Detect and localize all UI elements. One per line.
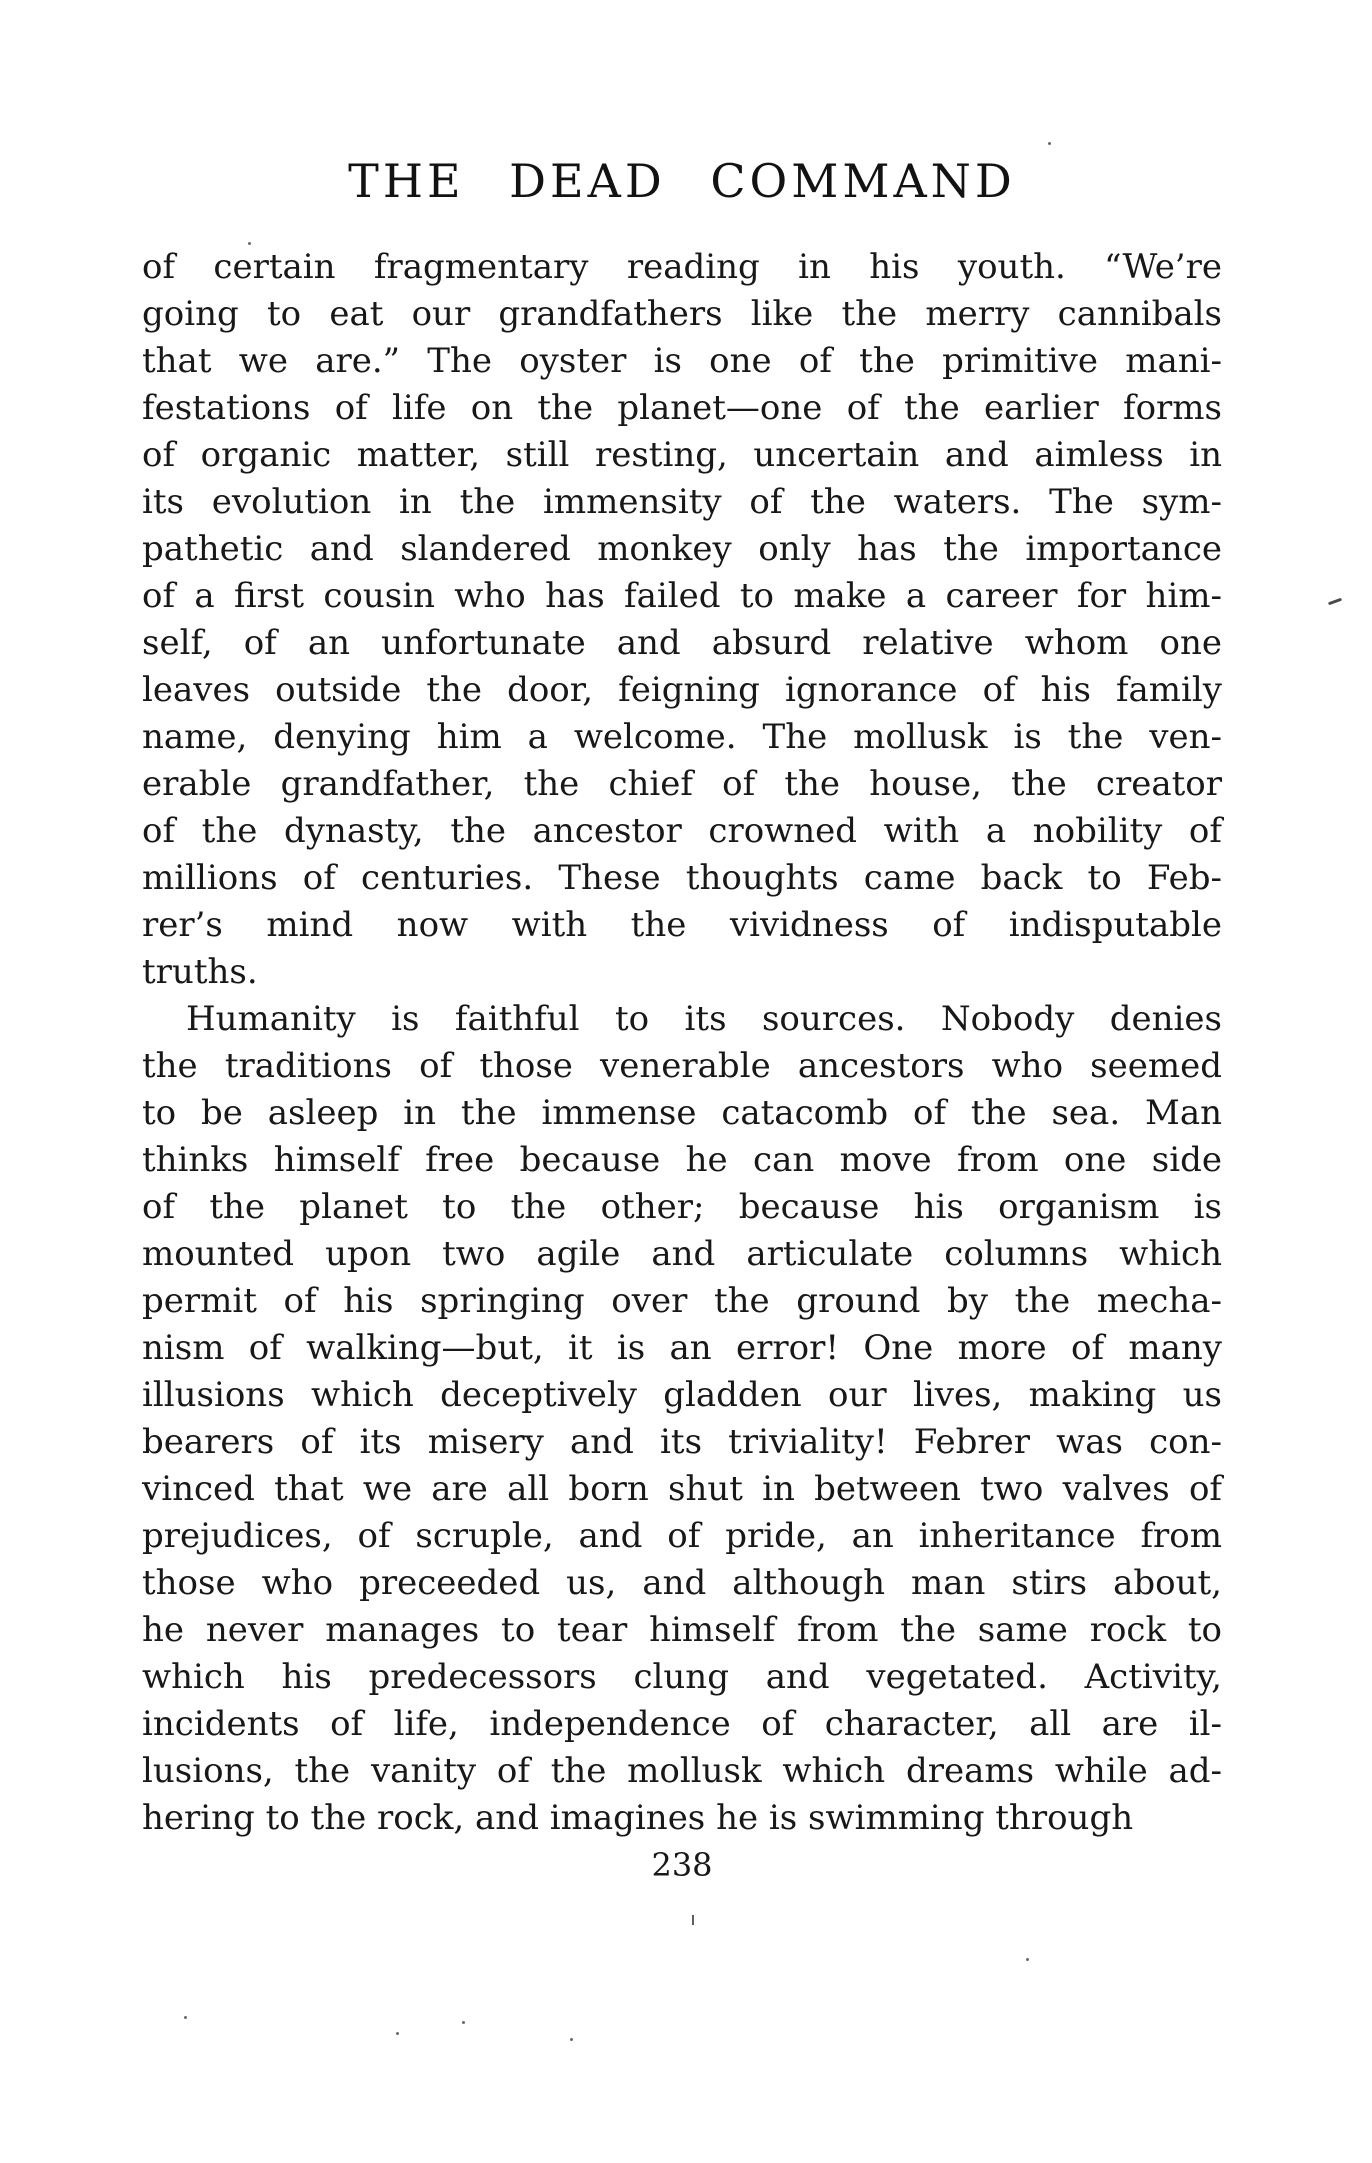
text-line: of the planet to the other; because his organism is	[142, 1187, 1222, 1227]
text-line: its evolution in the immensity of the waters. The sym-	[142, 482, 1222, 522]
scan-speck	[248, 242, 251, 245]
text-line: leaves outside the door, feigning ignorance of his family	[142, 670, 1222, 710]
text-line: name, denying him a welcome. The mollusk is the ven-	[142, 717, 1222, 757]
scan-speck	[396, 2032, 399, 2035]
text-line: of the dynasty, the ancestor crowned with a nobility of	[142, 811, 1222, 851]
text-line: nism of walking—but, it is an error! One more of many	[142, 1328, 1222, 1368]
scan-speck	[1026, 1958, 1029, 1961]
text-line: pathetic and slandered monkey only has the importance	[142, 529, 1222, 569]
text-line: permit of his springing over the ground by the mecha-	[142, 1281, 1222, 1321]
text-line: thinks himself free because he can move from one side	[142, 1140, 1222, 1180]
body-text	[142, 244, 1222, 1842]
scan-speck	[692, 1915, 694, 1925]
text-line: the traditions of those venerable ancestors who seemed	[142, 1046, 1222, 1086]
text-line: of organic matter, still resting, uncertain and aimless in	[142, 435, 1222, 475]
text-line: those who preceeded us, and although man stirs about,	[142, 1563, 1222, 1603]
text-line: of certain fragmentary reading in his youth. “We’re	[142, 247, 1222, 287]
text-line: erable grandfather, the chief of the house, the creator	[142, 764, 1222, 804]
scan-speck	[1328, 598, 1342, 606]
text-line: hering to the rock, and imagines he is swimming through	[142, 1798, 1134, 1838]
text-line: mounted upon two agile and articulate columns which	[142, 1234, 1222, 1274]
scan-speck	[184, 2016, 187, 2019]
text-line: to be asleep in the immense catacomb of the sea. Man	[142, 1093, 1222, 1133]
scan-speck	[462, 2021, 465, 2024]
page-number: 238	[651, 1846, 713, 1884]
page-title: THE DEAD COMMAND	[348, 154, 1016, 208]
text-line: rer’s mind now with the vividness of indisputable	[142, 905, 1222, 945]
text-line: illusions which deceptively gladden our lives, making us	[142, 1375, 1222, 1415]
text-line: self, of an unfortunate and absurd relative whom one	[142, 623, 1222, 663]
text-line: Humanity is faithful to its sources. Nobody denies	[186, 999, 1222, 1039]
scan-speck	[570, 2038, 573, 2041]
page-content	[142, 0, 1222, 1889]
text-line: millions of centuries. These thoughts came back to Feb-	[142, 858, 1222, 898]
paragraph	[142, 996, 1222, 1842]
text-line: festations of life on the planet—one of the earlier forms	[142, 388, 1222, 428]
text-line: that we are.” The oyster is one of the primitive mani-	[142, 341, 1222, 381]
text-line: bearers of its misery and its triviality! Febrer was con-	[142, 1422, 1222, 1462]
text-line: going to eat our grandfathers like the merry cannibals	[142, 294, 1222, 334]
text-line: incidents of life, independence of character, all are il-	[142, 1704, 1222, 1744]
text-line: prejudices, of scruple, and of pride, an inheritance from	[142, 1516, 1222, 1556]
paragraph	[142, 244, 1222, 996]
text-line: lusions, the vanity of the mollusk which dreams while ad-	[142, 1751, 1222, 1791]
text-line: which his predecessors clung and vegetated. Activity,	[142, 1657, 1222, 1697]
scan-speck	[1048, 142, 1051, 145]
text-line: truths.	[142, 952, 258, 992]
text-line: of a first cousin who has failed to make a career for him-	[142, 576, 1222, 616]
text-line: he never manages to tear himself from the same rock to	[142, 1610, 1222, 1650]
text-line: vinced that we are all born shut in between two valves of	[142, 1469, 1222, 1509]
